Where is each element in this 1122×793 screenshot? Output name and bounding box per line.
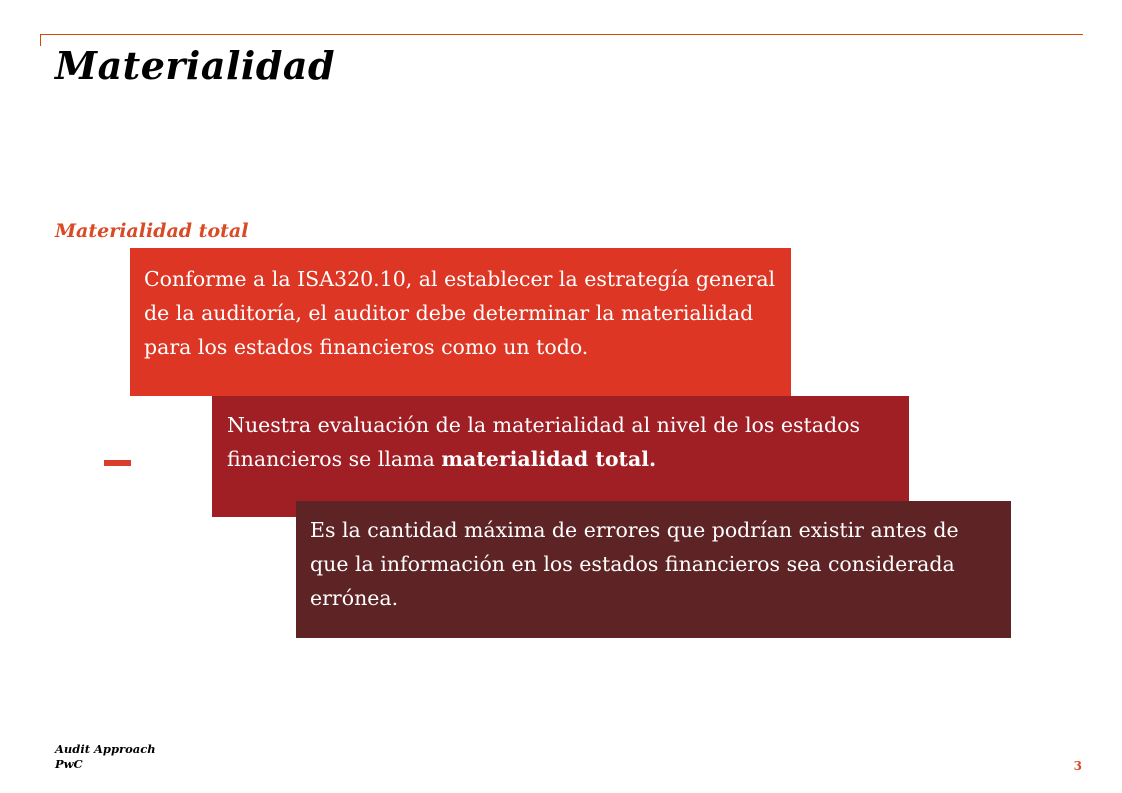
definition-box-2	[212, 396, 909, 517]
definition-box-3-text: Es la cantidad máxima de errores que podrían existir antes de que la información en los estados financieros sea considerada errónea.	[310, 518, 959, 610]
page-number: 3	[1073, 759, 1082, 773]
definition-box-2-text	[227, 408, 899, 476]
footer	[55, 742, 156, 772]
page-title: Materialidad	[55, 43, 336, 88]
section-subtitle: Materialidad total	[55, 220, 249, 242]
footer-line-2: PwC	[55, 757, 83, 771]
header-rule	[40, 34, 1083, 35]
definition-box-2-text-bold: materialidad total.	[441, 447, 657, 471]
footer-line-1: Audit Approach	[55, 742, 156, 756]
definition-box-3	[296, 501, 1011, 638]
definition-box-1-text: Conforme a la ISA320.10, al establecer la estrategía general de la auditoría, el auditor debe determinar la materialidad para los estados financieros como un todo.	[144, 267, 776, 359]
definition-box-1	[130, 248, 791, 396]
dash-marker	[104, 460, 131, 466]
header-rule-tick	[40, 34, 41, 46]
definition-box-2-text-regular: Nuestra evaluación de la materialidad al nivel de los estados financieros se llama	[227, 413, 860, 471]
